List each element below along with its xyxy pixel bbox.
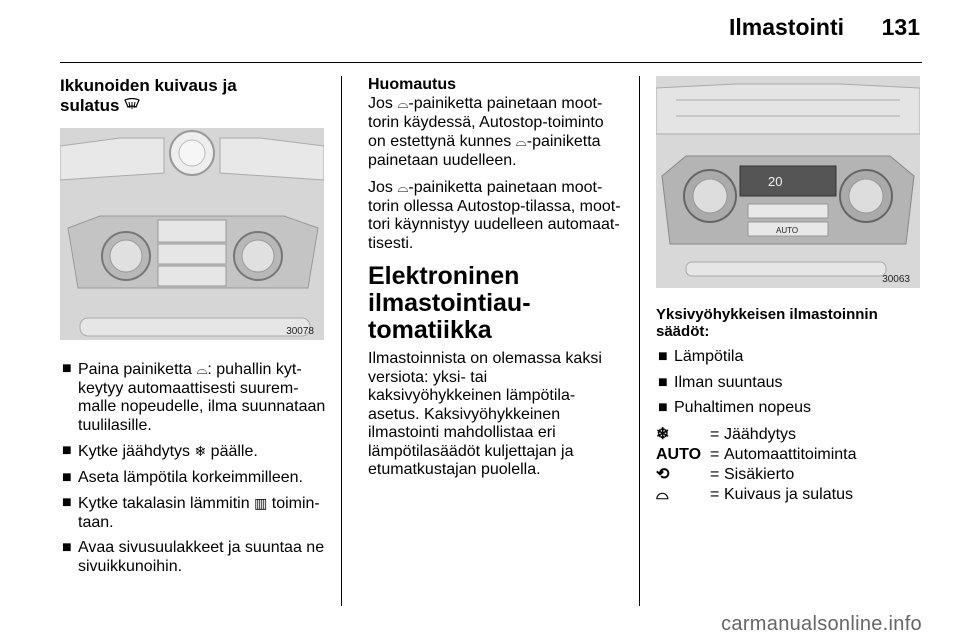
legend-row: ⌓ = Kuivaus ja sulatus [656, 485, 853, 503]
controls-list [656, 348, 922, 418]
page-header [60, 0, 922, 63]
column-divider-1 [341, 76, 342, 606]
list-item: ■ Lämpötila [658, 348, 744, 365]
note-paragraph-2: Jos ⌓-painiketta painetaan moottorin ollessa Autostop-tilassa, moottori käynnistyy uudelleen automaattisesti. [368, 179, 621, 252]
figure-number: 30078 [286, 326, 314, 337]
list-item: ■ Avaa sivusuulakkeet ja suuntaa ne sivuikkunoihin. [62, 539, 325, 575]
list-item: ■ Ilman suuntaus [658, 373, 783, 391]
column-divider-2 [639, 76, 640, 606]
section-title: Elektroninen ilmastointiautomatiikka [368, 262, 531, 344]
defrost-icon [124, 98, 140, 112]
snowflake-icon: ❄ [194, 443, 207, 459]
page-number: 131 [881, 14, 920, 40]
list-item: ■ Puhaltimen nopeus [658, 399, 811, 416]
list-item: ■ Kytke jäähdytys ❄ päälle. [62, 442, 258, 460]
watermark: carmanualsonline.info [721, 613, 922, 635]
control-panel-photo-2 [656, 76, 920, 288]
defrost-icon: ⌓ [515, 133, 527, 149]
figure-number: 30063 [882, 274, 910, 285]
defrost-icon: ⌓ [196, 361, 208, 377]
rear-defrost-icon: ▥ [254, 495, 268, 511]
defrost-icon: ⌓ [397, 95, 409, 111]
legend-row: ⟲ = Sisäkierto [656, 465, 795, 483]
control-panel-photo-1 [60, 128, 324, 340]
note-paragraph-1: Jos ⌓-painiketta painetaan moottorin käydessä, Autostop-toiminto on estettynä kunnes ⌓-painiketta painetaan uudelleen. [368, 95, 604, 169]
list-item: ■ Kytke takalasin lämmitin ▥ toimintaan. [62, 494, 320, 531]
column-right [656, 76, 922, 505]
list-item: ■ Paina painiketta ⌓: puhallin kytkeytyy automaattisesti suuremmalle nopeudelle, ilma suunnataan tuulilasille. [62, 360, 326, 434]
list-item: ■ Aseta lämpötila korkeimmilleen. [62, 468, 303, 486]
page-title: Ilmastointi [728, 14, 844, 40]
legend-row: AUTO = Automaattitoiminta [656, 445, 857, 463]
note-title: Huomautus [368, 76, 456, 93]
snowflake-icon: ❄ [656, 425, 670, 443]
column-left [60, 76, 326, 583]
column-middle [368, 76, 624, 480]
section-body: Ilmastoinnista on olemassa kaksi versiota: yksi- tai kaksivyöhykkeinen lämpötila-asetus. Kaksivyöhykkeinen ilmastointi mahdollistaa eri lämpötilasäädöt kuljettajan ja etumatkustajan puolella. [368, 350, 602, 478]
defrost-icon: ⌓ [656, 485, 669, 503]
controls-subheading: Yksivyöhykkeisen ilmastoinnin säädöt: [656, 306, 878, 340]
instruction-list [60, 360, 326, 576]
section-heading: Ikkunoiden kuivaus ja sulatus [60, 76, 237, 115]
defrost-icon: ⌓ [397, 179, 409, 195]
display-temp: 20 [768, 174, 783, 189]
recirculation-icon: ⟲ [656, 465, 670, 483]
auto-label: AUTO [776, 226, 799, 235]
symbol-legend [656, 425, 922, 505]
legend-row: ❄ = Jäähdytys [656, 425, 797, 443]
